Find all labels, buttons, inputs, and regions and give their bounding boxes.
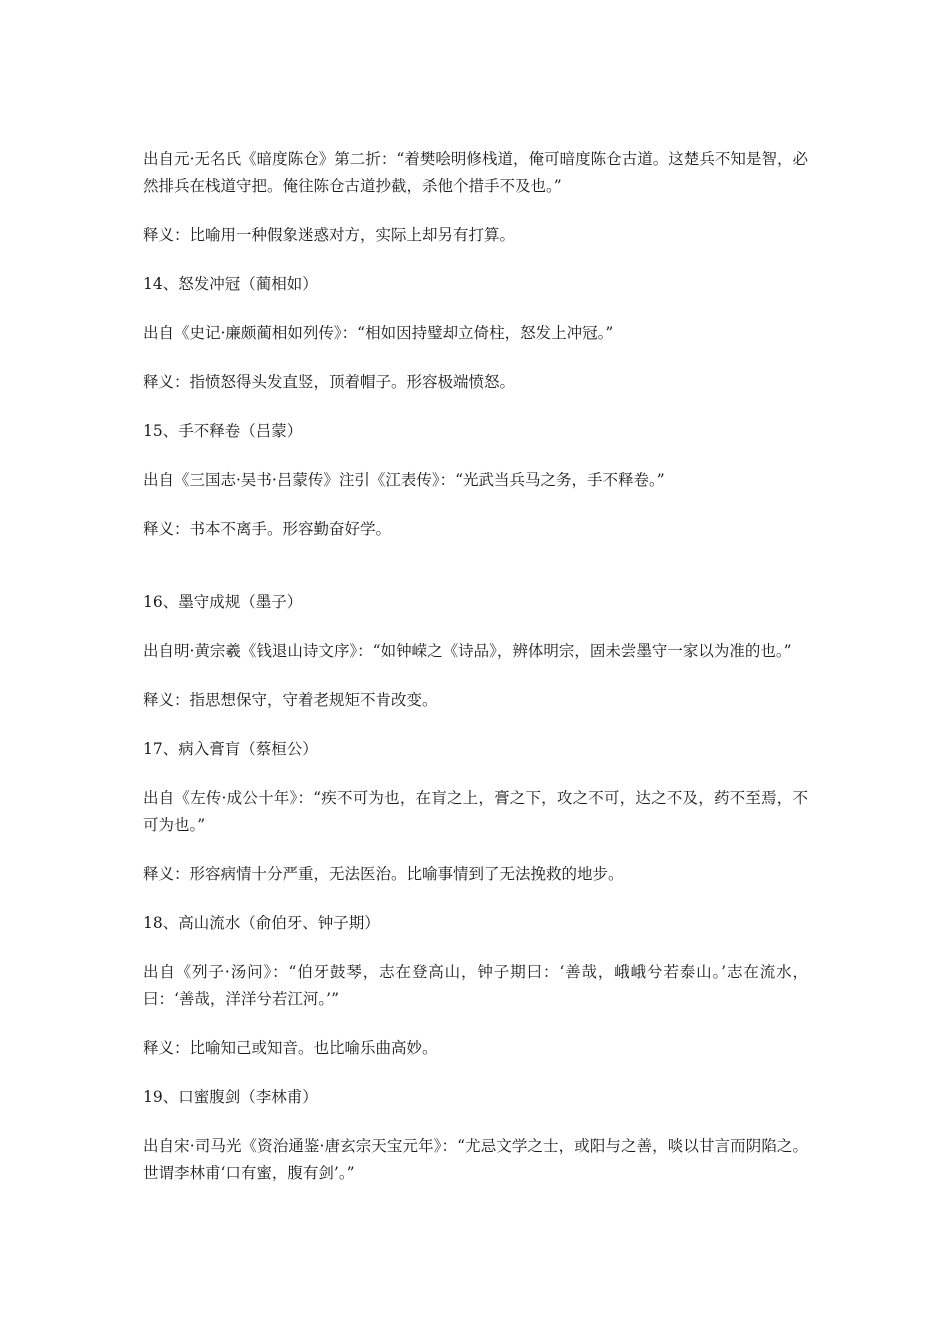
source-paragraph-17: 出自《左传·成公十年》：“疾不可为也，在肓之上，膏之下，攻之不可，达之不及，药不至焉，不可为也。” bbox=[143, 789, 808, 834]
source-paragraph-15: 出自《三国志·吴书·吕蒙传》注引《江表传》：“光武当兵马之务，手不释卷。” bbox=[143, 471, 665, 489]
source-paragraph-16: 出自明·黄宗羲《钱退山诗文序》：“如钟嵘之《诗品》，辨体明宗，固未尝墨守一家以为准的也。” bbox=[143, 642, 792, 660]
idiom-heading-18: 18、高山流水（俞伯牙、钟子期） bbox=[143, 914, 380, 932]
meaning-paragraph-17: 释义：形容病情十分严重，无法医治。比喻事情到了无法挽救的地步。 bbox=[143, 865, 624, 883]
meaning-paragraph-16: 释义：指思想保守，守着老规矩不肯改变。 bbox=[143, 691, 438, 709]
source-paragraph-18: 出自《列子·汤问》：“伯牙鼓琴，志在登高山，钟子期曰：‘善哉，峨峨兮若泰山。’志在流水，曰：‘善哉，洋洋兮若江河。’” bbox=[143, 963, 808, 1008]
meaning-paragraph-13: 释义：比喻用一种假象迷惑对方，实际上却另有打算。 bbox=[143, 226, 516, 244]
idiom-heading-15: 15、手不释卷（吕蒙） bbox=[143, 422, 303, 440]
idiom-heading-16: 16、墨守成规（墨子） bbox=[143, 593, 303, 611]
meaning-paragraph-14: 释义：指愤怒得头发直竖，顶着帽子。形容极端愤怒。 bbox=[143, 373, 516, 391]
source-paragraph-13: 出自元·无名氏《暗度陈仓》第二折：“着樊哙明修栈道，俺可暗度陈仓古道。这楚兵不知是智，必然排兵在栈道守把。俺往陈仓古道抄截，杀他个措手不及也。” bbox=[143, 150, 808, 195]
source-paragraph-19: 出自宋·司马光《资治通鉴·唐玄宗天宝元年》：“尤忌文学之士，或阳与之善，啖以甘言而阴陷之。世谓李林甫‘口有蜜，腹有剑’。” bbox=[143, 1137, 808, 1182]
source-paragraph-14: 出自《史记·廉颇蔺相如列传》：“相如因持璧却立倚柱，怒发上冲冠。” bbox=[143, 324, 614, 342]
idiom-heading-17: 17、病入膏肓（蔡桓公） bbox=[143, 740, 318, 758]
document-page bbox=[143, 146, 808, 1187]
meaning-paragraph-18: 释义：比喻知己或知音。也比喻乐曲高妙。 bbox=[143, 1039, 438, 1057]
meaning-paragraph-15: 释义：书本不离手。形容勤奋好学。 bbox=[143, 520, 392, 538]
idiom-heading-19: 19、口蜜腹剑（李林甫） bbox=[143, 1088, 318, 1106]
idiom-heading-14: 14、怒发冲冠（蔺相如） bbox=[143, 275, 318, 293]
